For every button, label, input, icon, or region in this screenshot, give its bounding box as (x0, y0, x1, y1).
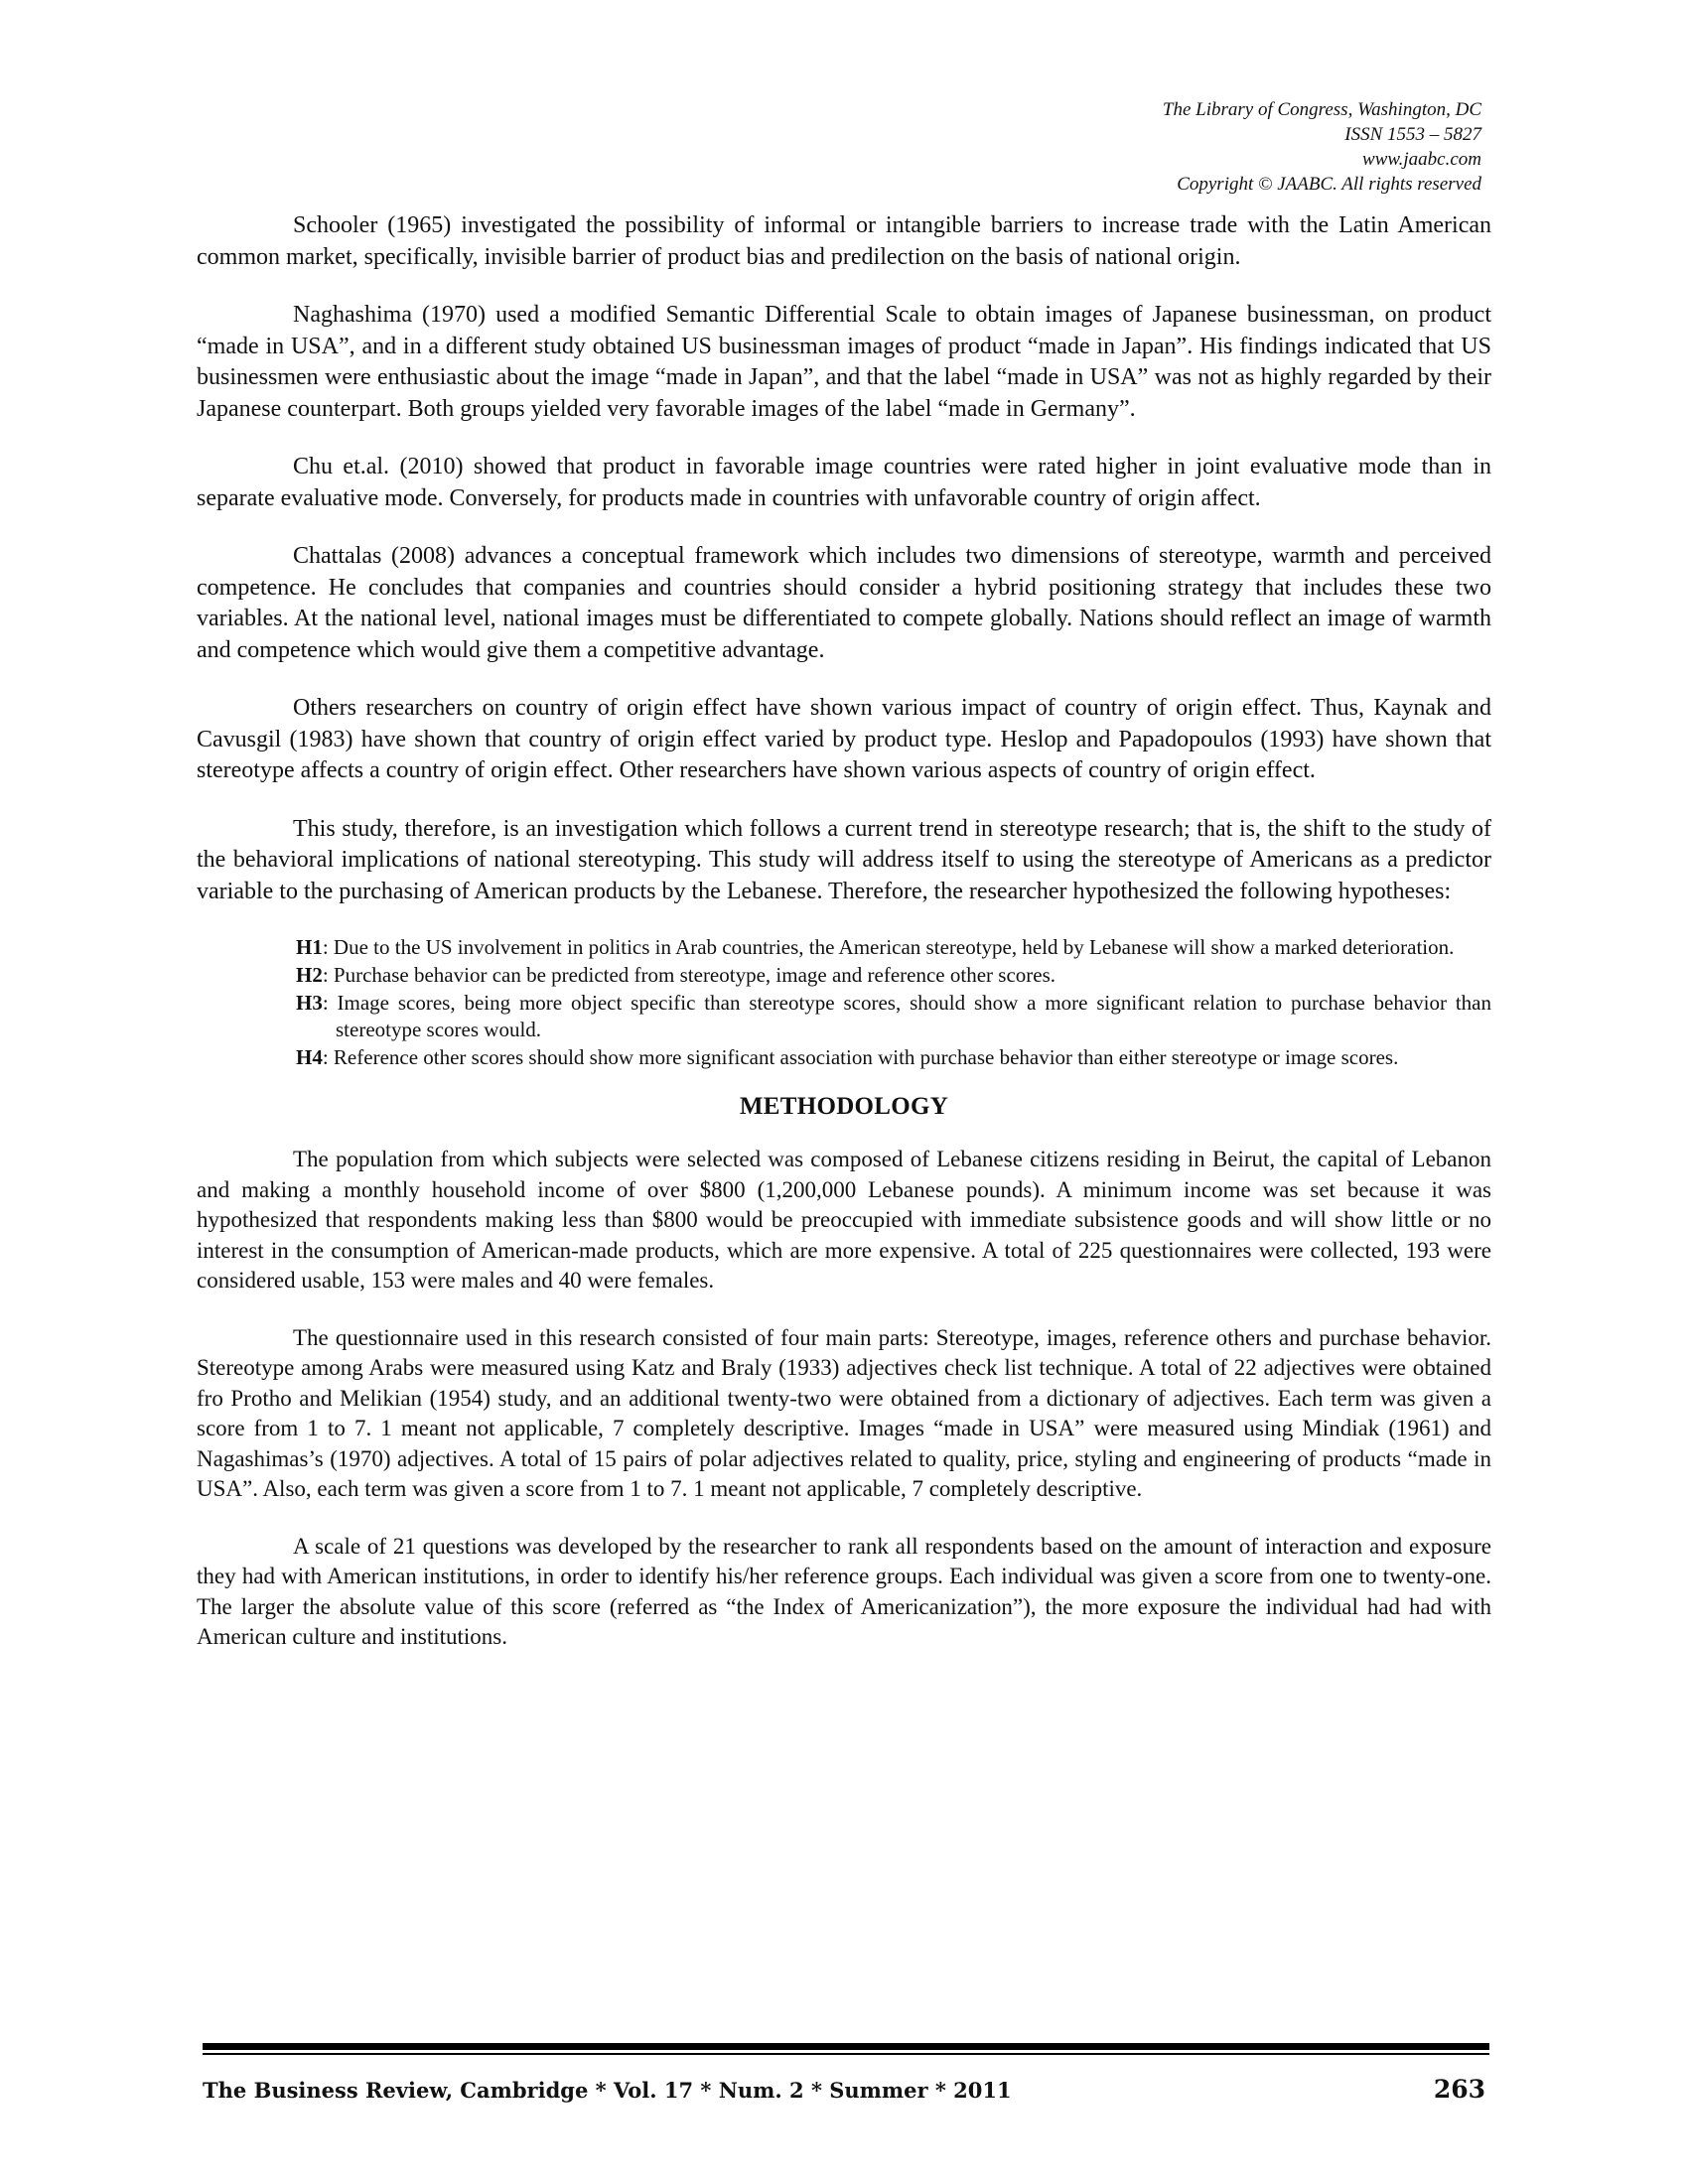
footer-divider-thick (203, 2043, 1489, 2050)
hypothesis-id: H2 (296, 963, 323, 987)
paragraph-chattalas: Chattalas (2008) advances a conceptual framework which includes two dimensions of stereotype, warmth and perceived competence. He concludes that companies and countries should consider a hybrid positioning strategy that includes these two variables. At the national level, national images must be differentiated to compete globally. Nations should reflect an image of warmth and competence which would give them a competitive advantage. (197, 543, 1491, 663)
paragraph-naghashima: Naghashima (1970) used a modified Semantic Differential Scale to obtain images of Japanese businessman, on product “made in USA”, and in a different study obtained US businessman images of product “made in Japan”. His findings indicated that US businessmen were enthusiastic about the image “made in Japan”, and that the label “made in USA” was not as highly regarded by their Japanese counterpart. Both groups yielded very favorable images of the label “made in Germany”. (197, 302, 1491, 422)
header-copyright: Copyright © JAABC. All rights reserved (1177, 174, 1481, 195)
paragraph-schooler: Schooler (1965) investigated the possibility of informal or intangible barriers to increase trade with the Latin American common market, specifically, invisible barrier of product bias and predilection on the basis of national origin. (197, 212, 1491, 270)
hypotheses-list (197, 934, 1491, 1071)
paragraph-chu: Chu et.al. (2010) showed that product in favorable image countries were rated higher in joint evaluative mode than in separate evaluative mode. Conversely, for products made in countries with unfavorable country of origin affect. (197, 454, 1491, 511)
hypothesis-id: H1 (296, 935, 323, 959)
header-website: www.jaabc.com (1362, 149, 1481, 170)
journal-header (1163, 97, 1481, 197)
footer-divider-thin (203, 2053, 1489, 2055)
hypothesis-id: H4 (296, 1045, 323, 1069)
paragraph-population: The population from which subjects were selected was composed of Lebanese citizens residing in Beirut, the capital of Lebanon and making a monthly household income of over $800 (1,200,000 Lebanese pounds). A minimum income was set because it was hypothesized that respondents making less than $800 would be preoccupied with immediate subsistence goods and will show little or no interest in the consumption of American-made products, which are more expensive. A total of 225 questionnaires were collected, 193 were considered usable, 153 were males and 40 were females. (197, 1147, 1491, 1293)
header-library: The Library of Congress, Washington, DC (1162, 99, 1481, 120)
hypothesis-h4 (197, 1044, 1491, 1071)
methodology-section (197, 1145, 1491, 1653)
paragraph-questionnaire: The questionnaire used in this research consisted of four main parts: Stereotype, images, reference others and purchase behavior. Stereotype among Arabs were measured using Katz and Braly (1933) adjectives check list technique. A total of 22 adjectives were obtained fro Protho and Melikian (1954) study, and an additional twenty-two were obtained from a dictionary of adjectives. Each term was given a score from 1 to 7. 1 meant not applicable, 7 completely descriptive. Images “made in USA” were measured using Mindiak (1961) and Nagashimas’s (1970) adjectives. A total of 15 pairs of polar adjectives related to quality, price, styling and engineering of products “made in USA”. Also, each term was given a score from 1 to 7. 1 meant not applicable, 7 completely descriptive. (197, 1324, 1491, 1501)
header-issn: ISSN 1553 – 5827 (1344, 124, 1481, 145)
page-number: 263 (1433, 2075, 1485, 2104)
hypothesis-h3 (197, 990, 1491, 1043)
hypothesis-text: : Due to the US involvement in politics in Arab countries, the American stereotype, held by Lebanese will show a marked deterioration. (322, 935, 1455, 959)
hypothesis-h1 (197, 934, 1491, 961)
article-body (197, 210, 1491, 1680)
hypothesis-id: H3 (296, 991, 323, 1015)
hypothesis-text: : Reference other scores should show more significant association with purchase behavior than either stereotype or image scores. (322, 1045, 1399, 1069)
footer-journal-citation: The Business Review, Cambridge * Vol. 17 * Num. 2 * Summer * 2011 (203, 2078, 1012, 2103)
paragraph-scale: A scale of 21 questions was developed by the researcher to rank all respondents based on the amount of interaction and exposure they had with American institutions, in order to identify his/her reference groups. Each individual was given a score from one to twenty-one. The larger the absolute value of this score (referred as “the Index of Americanization”), the more exposure the individual had had with American culture and institutions. (197, 1533, 1491, 1649)
section-title-methodology: METHODOLOGY (739, 1093, 949, 1120)
journal-footer (203, 2075, 1489, 2104)
hypothesis-h2 (197, 962, 1491, 989)
hypothesis-text: : Purchase behavior can be predicted from stereotype, image and reference other scores. (322, 963, 1056, 987)
hypothesis-text: : Image scores, being more object specific than stereotype scores, should show a more significant relation to purchase behavior than stereotype scores would. (322, 991, 1491, 1041)
paragraph-this-study: This study, therefore, is an investigation which follows a current trend in stereotype research; that is, the shift to the study of the behavioral implications of national stereotyping. This study will address itself to using the stereotype of Americans as a predictor variable to the purchasing of American products by the Lebanese. Therefore, the researcher hypothesized the following hypotheses: (197, 815, 1491, 904)
paragraph-others: Others researchers on country of origin effect have shown various impact of country of origin effect. Thus, Kaynak and Cavusgil (1983) have shown that country of origin effect varied by product type. Heslop and Papadopoulos (1993) have shown that stereotype affects a country of origin effect. Other researchers have shown various aspects of country of origin effect. (197, 695, 1491, 783)
